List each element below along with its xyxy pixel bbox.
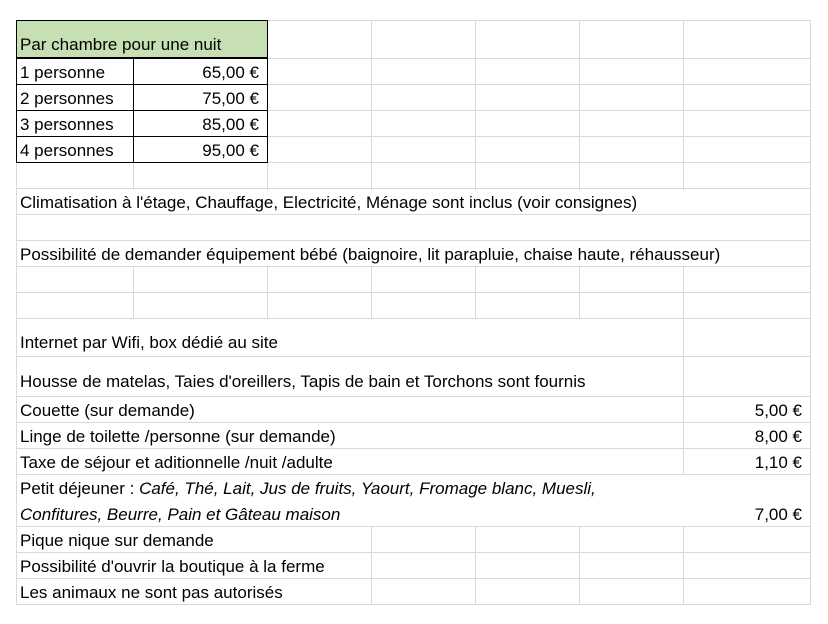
grid-row-line — [16, 448, 811, 449]
footer-farm-shop[interactable]: Possibilité d'ouvrir la boutique à la ferme — [20, 557, 325, 576]
rate-table-divider — [16, 84, 268, 85]
grid-row-line — [16, 214, 811, 215]
extra-price-tax[interactable]: 1,10 € — [754, 453, 802, 472]
grid-row-line — [16, 266, 811, 267]
grid-column-line — [475, 20, 476, 190]
note-included-services[interactable]: Climatisation à l'étage, Chauffage, Electricité, Ménage sont inclus (voir consignes) — [20, 193, 638, 212]
grid-column-line — [683, 318, 684, 396]
breakfast-price[interactable]: 7,00 € — [754, 505, 802, 524]
grid-row-line — [16, 552, 811, 553]
rate-table-column-divider — [133, 58, 134, 163]
grid-column-line — [810, 20, 811, 604]
grid-row-line — [16, 318, 811, 319]
grid-row-line — [16, 578, 811, 579]
extra-price-towels[interactable]: 8,00 € — [754, 427, 802, 446]
grid-row-line — [16, 396, 811, 397]
breakfast-items-line-1: Café, Thé, Lait, Jus de fruits, Yaourt, Fromage blanc, Muesli, — [139, 479, 596, 498]
rate-price-2[interactable]: 75,00 € — [202, 89, 259, 108]
grid-column-line — [683, 20, 684, 190]
grid-row-line — [16, 292, 811, 293]
footer-picnic[interactable]: Pique nique sur demande — [20, 531, 214, 550]
rate-label-2[interactable]: 2 personnes — [20, 89, 114, 108]
extra-label-duvet[interactable]: Couette (sur demande) — [20, 401, 195, 420]
rate-label-3[interactable]: 3 personnes — [20, 115, 114, 134]
grid-column-line — [475, 526, 476, 604]
grid-row-line — [16, 356, 811, 357]
rate-table-divider — [16, 110, 268, 111]
grid-row-line — [16, 526, 811, 527]
rate-price-1[interactable]: 65,00 € — [202, 63, 259, 82]
grid-row-line — [16, 188, 811, 189]
rate-table-title: Par chambre pour une nuit — [20, 35, 222, 54]
breakfast-items-line-2[interactable]: Confitures, Beurre, Pain et Gâteau maison — [20, 505, 341, 524]
extra-label-tax[interactable]: Taxe de séjour et aditionnelle /nuit /adulte — [20, 453, 333, 472]
grid-column-line — [579, 20, 580, 190]
note-internet[interactable]: Internet par Wifi, box dédié au site — [20, 333, 278, 352]
note-linens[interactable]: Housse de matelas, Taies d'oreillers, Tapis de bain et Torchons sont fournis — [20, 372, 586, 391]
grid-row-line — [16, 474, 811, 475]
grid-column-line — [371, 20, 372, 190]
rate-label-4[interactable]: 4 personnes — [20, 141, 114, 160]
rate-price-4[interactable]: 95,00 € — [202, 141, 259, 160]
extra-label-towels[interactable]: Linge de toilette /personne (sur demande) — [20, 427, 336, 446]
extra-price-duvet[interactable]: 5,00 € — [754, 401, 802, 420]
grid-row-line — [16, 604, 811, 605]
rate-table-divider — [16, 136, 268, 137]
grid-row-line — [16, 422, 811, 423]
grid-row-line — [16, 240, 811, 241]
breakfast-prefix: Petit déjeuner : — [20, 479, 140, 498]
grid-column-line — [371, 526, 372, 604]
rate-label-1[interactable]: 1 personne — [20, 63, 106, 82]
grid-column-line — [579, 526, 580, 604]
rate-price-3[interactable]: 85,00 € — [202, 115, 259, 134]
footer-no-pets[interactable]: Les animaux ne sont pas autorisés — [20, 583, 283, 602]
grid-column-line — [683, 526, 684, 604]
grid-column-line — [683, 396, 684, 422]
note-baby-equipment[interactable]: Possibilité de demander équipement bébé (baignoire, lit parapluie, chaise haute, réhausseur) — [20, 245, 721, 264]
breakfast-line-1[interactable] — [20, 479, 596, 499]
